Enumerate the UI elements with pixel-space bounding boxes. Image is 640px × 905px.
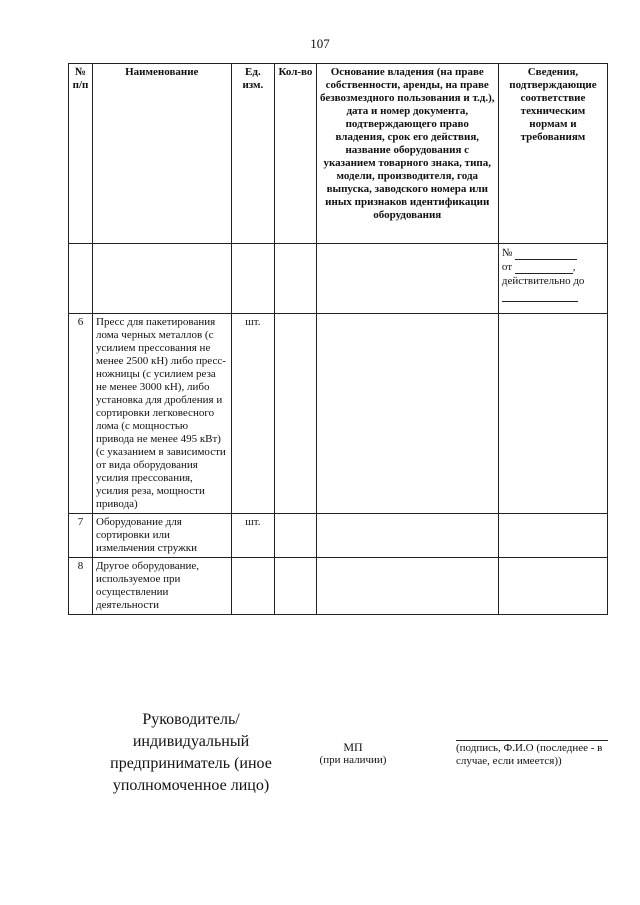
signer-role: Руководитель/ индивидуальный предприниматель (иное уполномоченное лицо)	[110, 711, 272, 794]
header-name: Наименование	[93, 64, 232, 244]
row-name: Пресс для пакетирования лома черных металлов (с усилием прессования не менее 2500 кН) либо пресс-ножницы (с усилием реза не менее 3000 кН), либо установка для дробления и сортировки легковесного лома (с мощностью привода не менее 495 кВт) (с указанием в зависимости от вида оборудования усилия прессования, усилия реза, мощности привода)	[93, 314, 232, 514]
valid-label: действительно до	[501, 275, 585, 287]
valid-blank	[502, 291, 578, 302]
header-num: № п/п	[69, 64, 93, 244]
stamp-label: МП	[343, 740, 363, 754]
header-unit: Ед. изм.	[231, 64, 275, 244]
stamp-note: (при наличии)	[319, 754, 387, 766]
date-blank	[515, 263, 573, 274]
row-name: Оборудование для сортировки или измельчения стружки	[93, 514, 232, 558]
header-row	[69, 64, 608, 244]
header-basis: Основание владения (на праве собственности, аренды, на праве безвозмездного пользования и т.д.), дата и номер документа, подтверждающего право владения, срок его действия, название оборудования с указанием товарного знака, типа, модели, производителя, года выпуска, заводского номера или иных признаков идентификации оборудования	[316, 64, 498, 244]
table-row	[69, 514, 608, 558]
info-template: № от , действительно до	[498, 244, 607, 314]
row-unit	[231, 558, 275, 615]
table-row	[69, 314, 608, 514]
header-info: Сведения, подтверждающие соответствие техническим нормам и требованиям	[498, 64, 607, 244]
template-row	[69, 244, 608, 314]
row-name: Другое оборудование, используемое при осуществлении деятельности	[93, 558, 232, 615]
row-num: 6	[69, 314, 93, 514]
table-row	[69, 558, 608, 615]
row-num: 7	[69, 514, 93, 558]
number-label: №	[501, 247, 513, 259]
header-qty: Кол-во	[275, 64, 316, 244]
signature-note: (подпись, Ф.И.О (последнее - в случае, если имеется))	[456, 742, 603, 767]
row-unit: шт.	[231, 514, 275, 558]
equipment-table	[68, 63, 608, 615]
stamp-block	[318, 741, 388, 767]
row-unit: шт.	[231, 314, 275, 514]
row-num: 8	[69, 558, 93, 615]
signature-line	[456, 740, 608, 741]
page-number: 107	[310, 36, 330, 51]
number-blank	[515, 249, 577, 260]
from-label: от	[501, 261, 513, 273]
